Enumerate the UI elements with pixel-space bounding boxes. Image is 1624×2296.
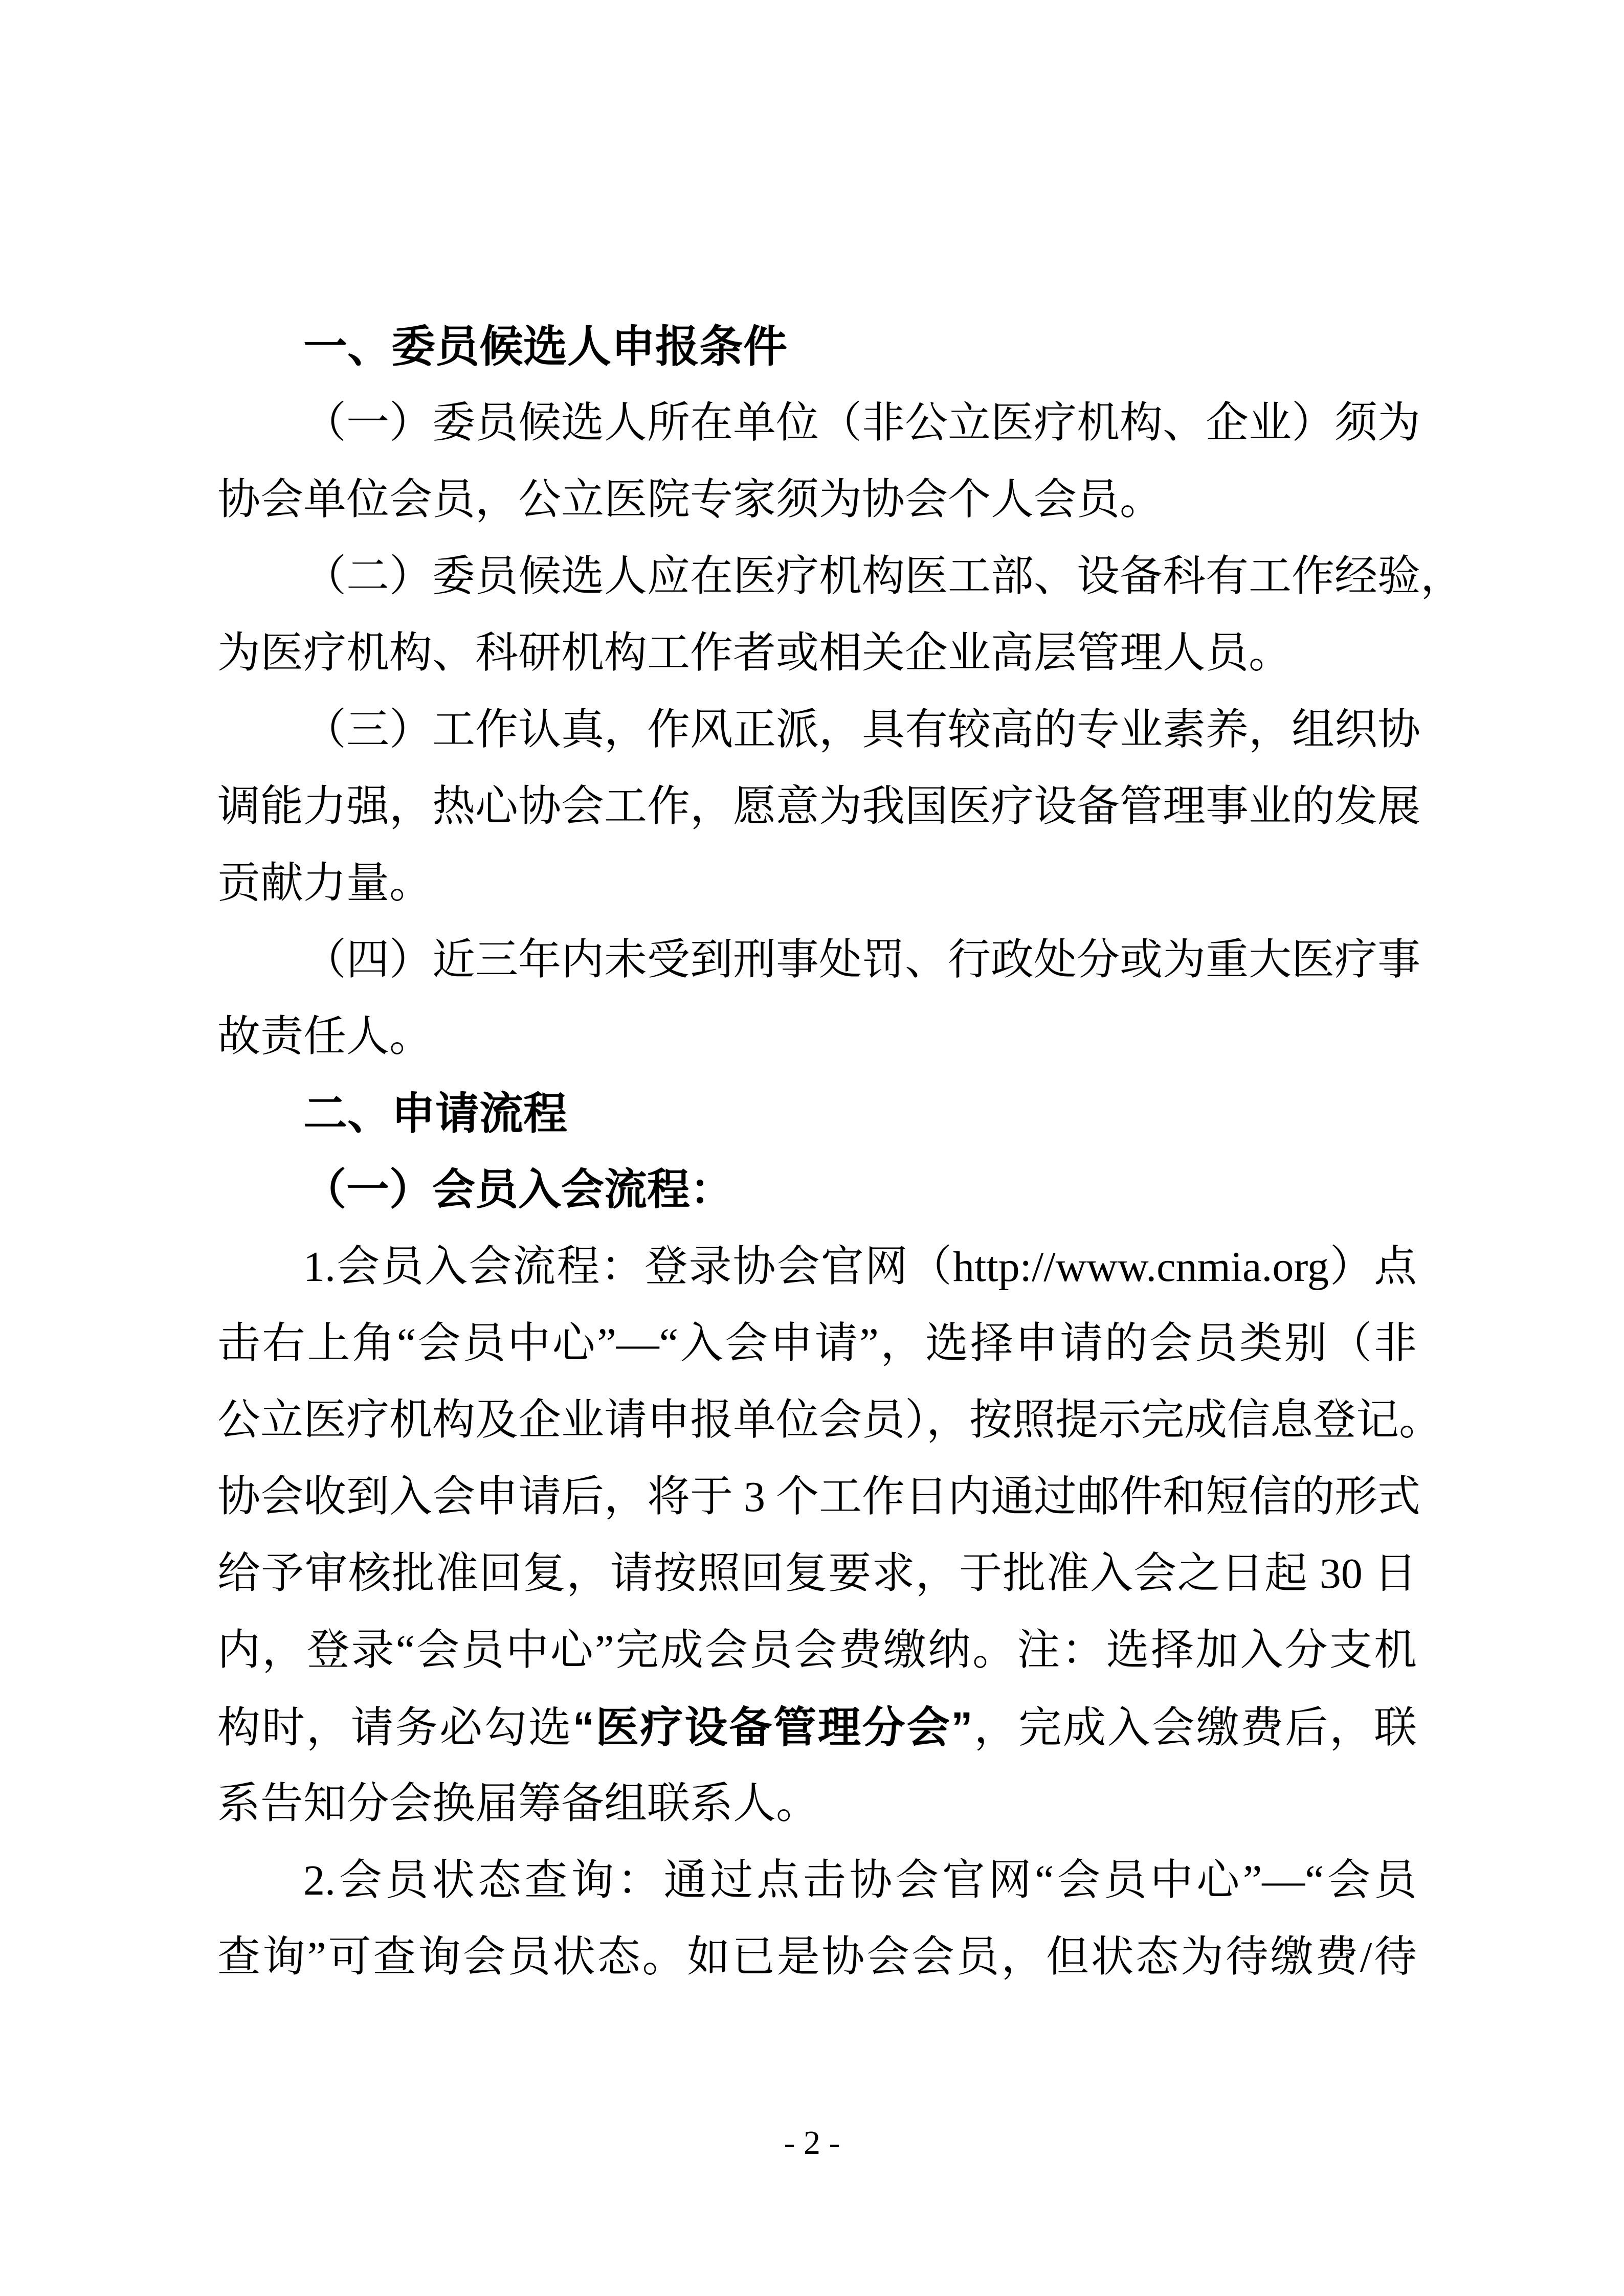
- section-1-para-3-line-1: （三）工作认真，作风正派，具有较高的专业素养，组织协: [303, 706, 1421, 754]
- page-number: - 2 -: [784, 2124, 840, 2162]
- section-2-para-1-line-8: 系告知分会换届筹备组联系人。: [217, 1780, 819, 1828]
- section-1-para-1-line-2: 协会单位会员，公立医院专家须为协会个人会员。: [217, 476, 1163, 524]
- section-2-para-1-line-3: 公立医疗机构及企业请申报单位会员），按照提示完成信息登记。: [217, 1397, 1442, 1444]
- section-2-sub-heading: （一）会员入会流程：: [303, 1166, 733, 1214]
- section-1-para-1-line-1: （一）委员候选人所在单位（非公立医疗机构、企业）须为: [303, 399, 1421, 447]
- line-7-regular-prefix: 构时，请务必勾选: [217, 1704, 573, 1752]
- section-2-para-1-line-7: [217, 1689, 1417, 1766]
- section-1-para-3-line-3: 贡献力量。: [217, 860, 433, 907]
- section-2-para-1-line-1: 1.会员入会流程：登录协会官网（http://www.cnmia.org）点: [303, 1243, 1417, 1291]
- document-body: [217, 308, 1464, 1996]
- section-1-para-2-line-2: 为医疗机构、科研机构工作者或相关企业高层管理人员。: [217, 629, 1292, 677]
- section-1-para-2-line-1: （二）委员候选人应在医疗机构医工部、设备科有工作经验，: [303, 553, 1464, 600]
- section-2-para-1-line-5: 给予审核批准回复，请按照回复要求，于批准入会之日起 30 日: [217, 1550, 1417, 1597]
- section-2-heading: 二、申请流程: [303, 1089, 567, 1138]
- section-1-para-4-line-2: 故责任人。: [217, 1013, 433, 1061]
- branch-name-bold-text: “医疗设备管理分会”: [572, 1703, 973, 1751]
- section-1-heading: 一、委员候选人申报条件: [303, 322, 787, 371]
- line-7-regular-suffix: ，完成入会缴费后，联: [972, 1704, 1417, 1752]
- section-2-para-2-line-1: 2.会员状态查询：通过点击协会官网“会员中心”—“会员: [303, 1857, 1417, 1904]
- section-1-para-3-line-2: 调能力强，热心协会工作，愿意为我国医疗设备管理事业的发展: [217, 783, 1421, 830]
- section-2-para-1-line-4: 协会收到入会申请后，将于 3 个工作日内通过邮件和短信的形式: [217, 1473, 1421, 1521]
- section-2-para-1-line-6: 内，登录“会员中心”完成会员会费缴纳。注：选择加入分支机: [217, 1627, 1417, 1674]
- section-2-para-2-line-2: 查询”可查询会员状态。如已是协会会员，但状态为待缴费/待: [217, 1933, 1417, 1981]
- section-2-para-1-line-2: 击右上角“会员中心”—“入会申请”，选择申请的会员类别（非: [217, 1320, 1417, 1367]
- section-1-para-4-line-1: （四）近三年内未受到刑事处罚、行政处分或为重大医疗事: [303, 936, 1421, 984]
